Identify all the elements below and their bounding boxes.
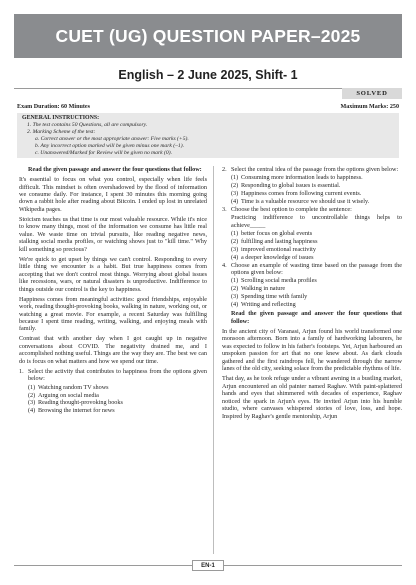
option-text: Spending time with family (241, 293, 308, 301)
answer-option (19, 407, 207, 414)
answer-option (222, 293, 402, 300)
answer-option (222, 238, 402, 245)
option-number: (3) (231, 190, 239, 198)
answer-option (19, 392, 207, 399)
instructions-box (17, 113, 399, 158)
question-text: Choose the best option to complete the sentence: (231, 205, 352, 213)
passage-paragraph: Contrast that with another day when I got caught up in negative conversations about COVID. The negativity drained me, and I accomplished nothing useful. Things are the way they are. The best we can do is focus on what matters and how we spend our time. (19, 335, 207, 365)
option-text: Walking in nature (241, 285, 286, 293)
option-text: Writing and reflecting (241, 301, 296, 308)
exam-duration: Exam Duration: 60 Minutes (17, 104, 90, 110)
option-number: (2) (28, 391, 36, 399)
maximum-marks: Maximum Marks: 250 (340, 104, 399, 110)
question-text: Choose an example of wasting time based on the passage from the options given below: (231, 261, 402, 277)
question-stem: Practicing indifference to uncontrollable things helps to achieve_____ (231, 214, 402, 229)
option-text: Time is a valuable resource we should use it wisely. (241, 197, 370, 205)
question-number: 4. (222, 261, 227, 269)
instruction-item: 1. The test contains 50 Questions, all are compulsory. (27, 121, 148, 128)
option-number: (4) (28, 407, 36, 415)
question-number: 3. (222, 205, 227, 213)
answer-option (19, 384, 207, 391)
right-column (222, 166, 402, 423)
passage-paragraph: In the ancient city of Varanasi, Arjun found his world transformed one monsoon afternoon. Born into a family of hardworking labourers, he was expected to follow in his father's footsteps. Yet, Arjun harboured an unspoken passion for art that no one knew about. As dark clouds gathered and the first raindrops fell, he wandered through the narrow lanes of the old city, seeking solace from the predictable rhythms of life. (222, 327, 402, 373)
option-number: (2) (231, 285, 239, 293)
passage-2-intro: Read the given passage and answer the four questions that follow: (231, 310, 402, 325)
passage-1-intro: Read the given passage and answer the four questions that follow: (28, 166, 202, 173)
option-text: fulfilling and lasting happiness (241, 238, 318, 246)
option-text: Arguing on social media (38, 391, 99, 399)
answer-option (222, 190, 402, 197)
option-text: Responding to global issues is essential. (241, 182, 341, 190)
option-number: (1) (28, 383, 36, 391)
option-text: Browsing the internet for news (38, 407, 115, 415)
option-number: (2) (231, 182, 239, 190)
question-4 (222, 262, 402, 277)
answer-option (222, 254, 402, 261)
question-text: Select the activity that contributes to happiness from the options given below: (28, 367, 207, 383)
option-number: (4) (231, 301, 239, 308)
answer-option (222, 198, 402, 205)
option-text: Consuming more information leads to happiness. (241, 174, 363, 182)
solved-rule (14, 88, 402, 99)
column-divider (213, 166, 214, 554)
option-text: better focus on global events (241, 230, 313, 238)
exam-meta (17, 104, 399, 110)
answer-option (222, 174, 402, 181)
option-text: Reading thought-provoking books (38, 399, 123, 407)
option-number: (1) (231, 277, 239, 285)
option-number: (2) (231, 238, 239, 246)
instruction-item: c. Unanswered/Marked for Review will be given no mark (0). (35, 149, 172, 156)
passage-paragraph: It's essential to focus on what you control, especially when life feels difficult. This mindset is often overshadowed by the flood of information we consume daily. For instance, I spent 30 minutes this morning going down a rabbit hole after reading about Bitcoin. I ended up lost in unrelated Wikipedia pages. (19, 176, 207, 213)
answer-option (222, 182, 402, 189)
option-number: (3) (231, 245, 239, 253)
instruction-item: a. Correct answer or the most appropriate answer: Five marks (+5). (35, 135, 189, 142)
option-text: Happiness comes from following current events. (241, 190, 362, 198)
passage-paragraph: That day, as he took refuge under a vibrant awning in a bustling market, Arjun encountered an old painter named Raghav. With paint-splattered hands and eyes that shimmered with decades of experience, Raghav noticed the spark in Arjun's eyes. He invited Arjun into his humble studio, where canvases whispered stories of love, loss, and hope. Inspired by Raghav's gentle mentorship, Arjun (222, 375, 402, 420)
passage-paragraph: We're quick to get upset by things we can't control. Responding to every little thing we encounter is a habit. But true happiness comes from accepting that we don't control most things. Worrying about global issues like recessions, wars, or natural disasters is unproductive. Indifference to things outside our control is the key to happiness. (19, 255, 207, 293)
answer-option (222, 246, 402, 253)
option-number: (1) (231, 174, 239, 182)
option-text: a deeper knowledge of issues (241, 253, 314, 261)
option-text: improved emotional reactivity (241, 245, 316, 253)
question-text: Select the central idea of the passage from the options given below: (231, 166, 399, 173)
question-3 (222, 206, 402, 213)
solved-badge: SOLVED (342, 88, 402, 99)
left-column (19, 166, 207, 415)
option-number: (1) (231, 230, 239, 238)
paper-subtitle: English – 2 June 2025, Shift- 1 (118, 68, 298, 82)
answer-option (222, 285, 402, 292)
question-1 (19, 368, 207, 383)
instruction-item: b. Any incorrect option marked will be given minus one mark (–1). (35, 142, 184, 149)
question-number: 2. (222, 166, 227, 173)
page-number: EN-1 (192, 560, 224, 571)
answer-option (222, 230, 402, 237)
instruction-item: 2. Marking Scheme of the test: (27, 128, 96, 135)
option-number: (3) (231, 293, 239, 301)
instructions-heading: GENERAL INSTRUCTIONS: (22, 115, 100, 121)
option-text: Scrolling social media profiles (241, 277, 317, 285)
option-text: Watching random TV shows (38, 383, 109, 391)
option-number: (4) (231, 197, 239, 205)
answer-option (222, 301, 402, 308)
answer-option (19, 399, 207, 406)
passage-paragraph: Stoicism teaches us that time is our most valuable resource. While it's nice to know many things, most of the information we consume has little real value. We waste time on trivial pursuits, like reading negative news, stalking social media profiles, or watching shows just to "kill time." Why kill something so precious? (19, 215, 207, 253)
title-banner (14, 14, 402, 58)
question-2 (222, 166, 402, 173)
question-number: 1. (19, 367, 24, 375)
option-number: (3) (28, 399, 36, 407)
paper-title: CUET (UG) QUESTION PAPER–2025 (55, 25, 361, 46)
passage-paragraph: Happiness comes from meaningful activities: good friendships, enjoyable work, reading thought-provoking books, walking in nature, working out, or watching a great movie. For example, a recent Saturday was fulfilling because I spent time reading, writing, walking, and enjoying meals with family. (19, 295, 207, 333)
option-number: (4) (231, 253, 239, 261)
answer-option (222, 277, 402, 284)
